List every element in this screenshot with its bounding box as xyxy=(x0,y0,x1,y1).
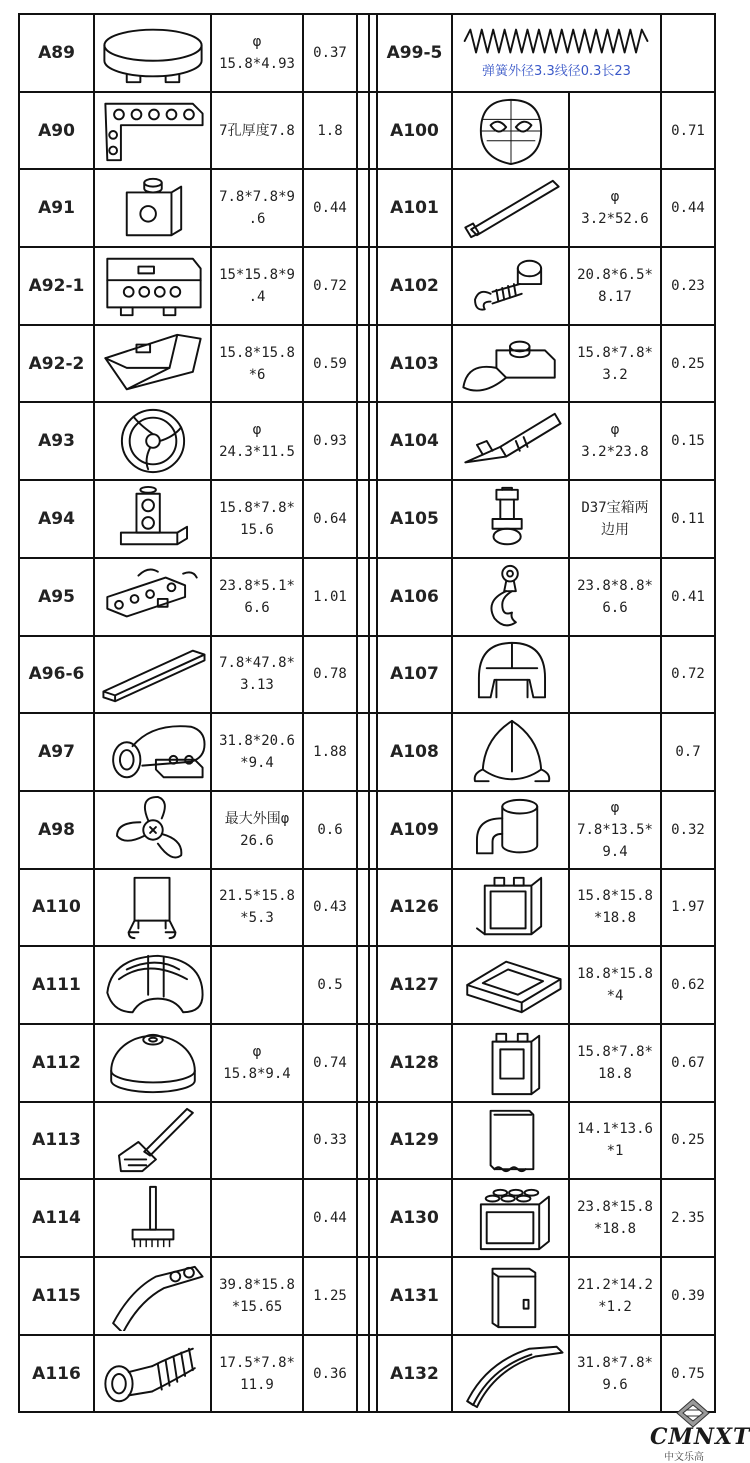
part-weight: 0.75 xyxy=(661,1335,715,1413)
wedge-slope-icon xyxy=(98,329,208,399)
column-divider xyxy=(369,480,377,558)
part-size: 31.8*7.8* 9.6 xyxy=(577,1354,653,1393)
part-size: 3.2*23.8 xyxy=(581,444,649,461)
part-image-cell xyxy=(94,14,211,92)
part-dimensions xyxy=(569,1257,661,1335)
part-code: A132 xyxy=(377,1335,452,1413)
part-size: 23.8*15.8 *18.8 xyxy=(577,1199,653,1238)
part-size: 23.8*8.8* 6.6 xyxy=(577,577,653,616)
bar-rod-icon xyxy=(456,173,566,243)
part-size: 15.8*7.8* 15.6 xyxy=(219,499,295,538)
column-divider xyxy=(369,1335,377,1413)
propeller-icon xyxy=(98,795,208,865)
part-size: 15.8*4.93 xyxy=(219,55,295,72)
column-divider xyxy=(369,169,377,247)
double-pin-plate-icon xyxy=(98,484,208,554)
part-weight: 0.32 xyxy=(661,791,715,869)
table-row xyxy=(19,169,715,247)
flat-tile-1x6-icon xyxy=(98,639,208,709)
part-weight: 0.15 xyxy=(661,402,715,480)
diameter-symbol: φ xyxy=(610,189,620,206)
part-code: A106 xyxy=(377,558,452,636)
part-dimensions xyxy=(211,480,303,558)
part-code: A99-5 xyxy=(377,14,452,92)
part-dimensions xyxy=(211,1179,303,1257)
part-code: A92-1 xyxy=(19,247,94,325)
part-dimensions xyxy=(569,325,661,403)
part-code: A109 xyxy=(377,791,452,869)
part-dimensions xyxy=(569,1102,661,1180)
table-row xyxy=(19,946,715,1024)
table-row xyxy=(19,1179,715,1257)
table-row xyxy=(19,1024,715,1102)
part-code: A108 xyxy=(377,713,452,791)
part-code: A102 xyxy=(377,247,452,325)
part-image-cell xyxy=(94,1024,211,1102)
part-image-cell xyxy=(452,325,569,403)
part-image-cell xyxy=(452,402,569,480)
part-weight: 0.23 xyxy=(661,247,715,325)
part-dimensions xyxy=(569,1335,661,1413)
part-dimensions xyxy=(569,169,661,247)
part-code: A114 xyxy=(19,1179,94,1257)
part-weight: 0.71 xyxy=(661,92,715,170)
dome-2x2-icon xyxy=(98,1028,208,1098)
part-code: A96-6 xyxy=(19,636,94,714)
part-image-cell xyxy=(94,247,211,325)
curved-slope-icon xyxy=(456,1339,566,1409)
part-image-cell xyxy=(452,247,569,325)
column-divider xyxy=(357,869,369,947)
column-divider xyxy=(357,1335,369,1413)
part-code: A105 xyxy=(377,480,452,558)
part-size: D37宝箱两 边用 xyxy=(581,499,649,538)
part-weight: 1.97 xyxy=(661,869,715,947)
column-divider xyxy=(369,558,377,636)
part-size: 39.8*15.8 *15.65 xyxy=(219,1276,295,1315)
round-tile-2x2-icon xyxy=(98,18,208,88)
jet-engine-icon xyxy=(98,717,208,787)
part-dimensions xyxy=(211,1024,303,1102)
column-divider xyxy=(357,946,369,1024)
part-dimensions xyxy=(211,713,303,791)
part-image-cell xyxy=(452,1024,569,1102)
column-divider xyxy=(357,14,369,92)
watermark-name: CMNXT xyxy=(650,1424,750,1450)
column-divider xyxy=(357,480,369,558)
part-image-cell xyxy=(452,791,569,869)
part-code: A95 xyxy=(19,558,94,636)
part-size: 7.8*7.8*9 .6 xyxy=(219,189,295,228)
diameter-symbol: φ xyxy=(252,422,262,439)
part-dimensions xyxy=(569,247,661,325)
column-divider xyxy=(369,1257,377,1335)
part-dimensions xyxy=(211,791,303,869)
column-divider xyxy=(357,325,369,403)
part-size: 21.5*15.8 *5.3 xyxy=(219,888,295,927)
part-weight: 0.5 xyxy=(303,946,357,1024)
container-box-icon xyxy=(456,1183,566,1253)
part-image-cell xyxy=(94,791,211,869)
part-weight: 1.01 xyxy=(303,558,357,636)
part-size: 23.8*5.1* 6.6 xyxy=(219,577,295,616)
column-divider xyxy=(357,402,369,480)
part-dimensions xyxy=(569,92,661,170)
diameter-symbol: φ xyxy=(610,422,620,439)
part-dimensions xyxy=(211,558,303,636)
part-code: A111 xyxy=(19,946,94,1024)
part-image-cell xyxy=(94,92,211,170)
part-size: 7.8*47.8* 3.13 xyxy=(219,655,295,694)
brick-with-hole-icon xyxy=(98,173,208,243)
watermark xyxy=(650,1398,750,1463)
table-row xyxy=(19,791,715,869)
knight-helmet-icon xyxy=(456,639,566,709)
part-image-cell xyxy=(452,713,569,791)
column-divider xyxy=(369,92,377,170)
column-divider xyxy=(357,169,369,247)
part-size: 15.8*7.8* 3.2 xyxy=(577,344,653,383)
part-image-cell xyxy=(94,402,211,480)
steering-wheel-icon xyxy=(98,406,208,476)
part-weight: 0.37 xyxy=(303,14,357,92)
part-image-cell xyxy=(94,1257,211,1335)
diameter-symbol: φ xyxy=(252,1043,262,1060)
table-row xyxy=(19,480,715,558)
column-divider xyxy=(357,1024,369,1102)
table-row xyxy=(19,713,715,791)
part-image-cell xyxy=(94,1179,211,1257)
part-dimensions xyxy=(569,869,661,947)
part-size: 15.8*15.8 *6 xyxy=(219,344,295,383)
table-row xyxy=(19,402,715,480)
part-image-cell xyxy=(452,869,569,947)
part-weight: 1.8 xyxy=(303,92,357,170)
part-dimensions xyxy=(569,558,661,636)
curved-dome-cap-icon xyxy=(98,950,208,1020)
part-code: A113 xyxy=(19,1102,94,1180)
table-row xyxy=(19,247,715,325)
column-divider xyxy=(369,1024,377,1102)
part-image-cell xyxy=(94,713,211,791)
column-divider xyxy=(357,92,369,170)
part-size: 31.8*20.6 *9.4 xyxy=(219,733,295,772)
column-divider xyxy=(369,791,377,869)
column-divider xyxy=(369,325,377,403)
part-code: A90 xyxy=(19,92,94,170)
part-code: A115 xyxy=(19,1257,94,1335)
part-code: A94 xyxy=(19,480,94,558)
parts-table xyxy=(18,13,716,1413)
part-size: 7.8*13.5* 9.4 xyxy=(577,821,653,860)
part-image-cell xyxy=(452,1257,569,1335)
part-image-cell xyxy=(94,869,211,947)
column-divider xyxy=(369,946,377,1024)
part-dimensions xyxy=(211,14,303,92)
table-row xyxy=(19,1335,715,1413)
part-code: A131 xyxy=(377,1257,452,1335)
table-row xyxy=(19,869,715,947)
part-weight: 0.7 xyxy=(661,713,715,791)
part-size: 18.8*15.8 *4 xyxy=(577,966,653,1005)
column-divider xyxy=(357,1102,369,1180)
column-divider xyxy=(369,636,377,714)
part-code: A98 xyxy=(19,791,94,869)
part-code: A107 xyxy=(377,636,452,714)
part-code: A89 xyxy=(19,14,94,92)
part-size: 15.8*9.4 xyxy=(223,1065,291,1082)
part-dimensions xyxy=(569,636,661,714)
column-divider xyxy=(357,1257,369,1335)
column-divider xyxy=(369,247,377,325)
part-dimensions xyxy=(569,1179,661,1257)
part-image-cell xyxy=(452,1179,569,1257)
part-dimensions xyxy=(211,247,303,325)
part-size: 20.8*6.5* 8.17 xyxy=(577,266,653,305)
part-dimensions xyxy=(211,946,303,1024)
part-code: A92-2 xyxy=(19,325,94,403)
part-dimensions xyxy=(211,869,303,947)
table-row xyxy=(19,1102,715,1180)
part-weight: 1.88 xyxy=(303,713,357,791)
part-image-cell xyxy=(452,1335,569,1413)
table-row xyxy=(19,1257,715,1335)
part-dimensions xyxy=(211,169,303,247)
part-weight: 0.39 xyxy=(661,1257,715,1335)
column-divider xyxy=(369,1179,377,1257)
part-image-cell xyxy=(94,169,211,247)
part-code: A110 xyxy=(19,869,94,947)
part-image-cell xyxy=(452,636,569,714)
shovel-icon xyxy=(98,1105,208,1175)
part-dimensions xyxy=(211,402,303,480)
part-size: 最大外围φ 26.6 xyxy=(224,810,290,849)
column-divider xyxy=(357,1179,369,1257)
part-image-cell xyxy=(94,636,211,714)
part-weight: 0.62 xyxy=(661,946,715,1024)
part-weight: 0.44 xyxy=(661,169,715,247)
part-weight: 0.93 xyxy=(303,402,357,480)
part-image-cell xyxy=(452,558,569,636)
part-image-cell xyxy=(94,325,211,403)
part-weight: 0.44 xyxy=(303,169,357,247)
part-image-cell xyxy=(452,1102,569,1180)
part-weight: 0.36 xyxy=(303,1335,357,1413)
table-row xyxy=(19,558,715,636)
column-divider xyxy=(357,713,369,791)
part-weight: 2.35 xyxy=(661,1179,715,1257)
column-divider xyxy=(369,869,377,947)
part-dimensions xyxy=(569,480,661,558)
part-dimensions xyxy=(569,713,661,791)
part-weight: 0.25 xyxy=(661,325,715,403)
technic-l-beam-icon xyxy=(98,96,208,166)
part-weight xyxy=(661,14,715,92)
hook-icon xyxy=(456,562,566,632)
part-weight: 0.64 xyxy=(303,480,357,558)
part-weight: 0.72 xyxy=(661,636,715,714)
part-code: A104 xyxy=(377,402,452,480)
flexible-hose-icon xyxy=(98,1339,208,1409)
part-weight: 0.6 xyxy=(303,791,357,869)
part-image-cell xyxy=(94,1335,211,1413)
part-image-cell xyxy=(452,92,569,170)
mug-cup-icon xyxy=(456,795,566,865)
part-weight: 0.41 xyxy=(661,558,715,636)
part-code: A91 xyxy=(19,169,94,247)
watermark-subtitle: 中文乐高 xyxy=(664,1452,704,1463)
part-dimensions xyxy=(211,636,303,714)
part-dimensions xyxy=(569,791,661,869)
part-code: A112 xyxy=(19,1024,94,1102)
part-dimensions xyxy=(569,1024,661,1102)
part-image-cell xyxy=(94,1102,211,1180)
part-size: 15.8*15.8 *18.8 xyxy=(577,888,653,927)
part-dimensions xyxy=(211,92,303,170)
part-dimensions xyxy=(211,1335,303,1413)
column-divider xyxy=(357,636,369,714)
part-dimensions xyxy=(211,325,303,403)
part-size: 17.5*7.8* 11.9 xyxy=(219,1354,295,1393)
part-weight: 0.33 xyxy=(303,1102,357,1180)
part-image-cell xyxy=(452,169,569,247)
part-size: 14.1*13.6 *1 xyxy=(577,1121,653,1160)
parts-sheet xyxy=(18,13,734,1413)
part-code: A130 xyxy=(377,1179,452,1257)
part-code: A127 xyxy=(377,946,452,1024)
chest-hinge-icon xyxy=(456,484,566,554)
column-divider xyxy=(357,247,369,325)
part-code: A100 xyxy=(377,92,452,170)
glass-pane-icon xyxy=(456,1105,566,1175)
part-size: 21.2*14.2 *1.2 xyxy=(577,1276,653,1315)
column-divider xyxy=(369,1102,377,1180)
table-row xyxy=(19,92,715,170)
part-code: A128 xyxy=(377,1024,452,1102)
part-weight: 0.43 xyxy=(303,869,357,947)
part-weight: 0.11 xyxy=(661,480,715,558)
nose-cone-plate-icon xyxy=(456,329,566,399)
part-weight: 0.67 xyxy=(661,1024,715,1102)
drill-bit-icon xyxy=(456,406,566,476)
part-weight: 0.74 xyxy=(303,1024,357,1102)
part-image-cell xyxy=(94,480,211,558)
diameter-symbol: φ xyxy=(610,799,620,816)
part-code: A97 xyxy=(19,713,94,791)
column-divider xyxy=(369,713,377,791)
windscreen-panel-icon xyxy=(98,872,208,942)
hose-clip-hook-icon xyxy=(456,251,566,321)
push-broom-icon xyxy=(98,1183,208,1253)
window-frame-icon xyxy=(456,1028,566,1098)
part-dimensions xyxy=(211,1102,303,1180)
part-image-cell xyxy=(452,480,569,558)
diameter-symbol: φ xyxy=(252,33,262,50)
part-weight: 0.59 xyxy=(303,325,357,403)
pointed-helmet-icon xyxy=(456,717,566,787)
part-code: A126 xyxy=(377,869,452,947)
part-description: 弹簧外径3.3线径0.3长23 xyxy=(482,64,631,80)
part-image-cell xyxy=(452,946,569,1024)
column-divider xyxy=(357,791,369,869)
part-dimensions xyxy=(211,1257,303,1335)
spring-icon xyxy=(457,26,657,58)
part-code: A93 xyxy=(19,402,94,480)
part-weight: 0.25 xyxy=(661,1102,715,1180)
part-size: 15*15.8*9 .4 xyxy=(219,266,295,305)
tray-frame-icon xyxy=(456,950,566,1020)
part-image-cell xyxy=(94,946,211,1024)
spider-mask-head-icon xyxy=(456,96,566,166)
column-divider xyxy=(369,402,377,480)
curved-slope-plate-icon xyxy=(98,1261,208,1331)
part-weight: 1.25 xyxy=(303,1257,357,1335)
part-image-cell xyxy=(94,558,211,636)
container-frame-icon xyxy=(456,872,566,942)
part-weight: 0.72 xyxy=(303,247,357,325)
cupboard-door-icon xyxy=(456,1261,566,1331)
control-panel-slope-icon xyxy=(98,251,208,321)
part-size: 7孔厚度7.8 xyxy=(219,122,295,139)
part-size: 15.8*7.8* 18.8 xyxy=(577,1043,653,1082)
column-divider xyxy=(369,14,377,92)
part-image-cell xyxy=(452,14,661,92)
part-code: A129 xyxy=(377,1102,452,1180)
part-dimensions xyxy=(569,946,661,1024)
part-size: 24.3*11.5 xyxy=(219,444,295,461)
column-divider xyxy=(357,558,369,636)
part-code: A116 xyxy=(19,1335,94,1413)
part-code: A101 xyxy=(377,169,452,247)
table-row xyxy=(19,636,715,714)
part-dimensions xyxy=(569,402,661,480)
part-weight: 0.78 xyxy=(303,636,357,714)
table-row xyxy=(19,325,715,403)
part-weight: 0.44 xyxy=(303,1179,357,1257)
table-row xyxy=(19,14,715,92)
part-code: A103 xyxy=(377,325,452,403)
hinge-clip-bar-icon xyxy=(98,562,208,632)
part-size: 3.2*52.6 xyxy=(581,211,649,228)
